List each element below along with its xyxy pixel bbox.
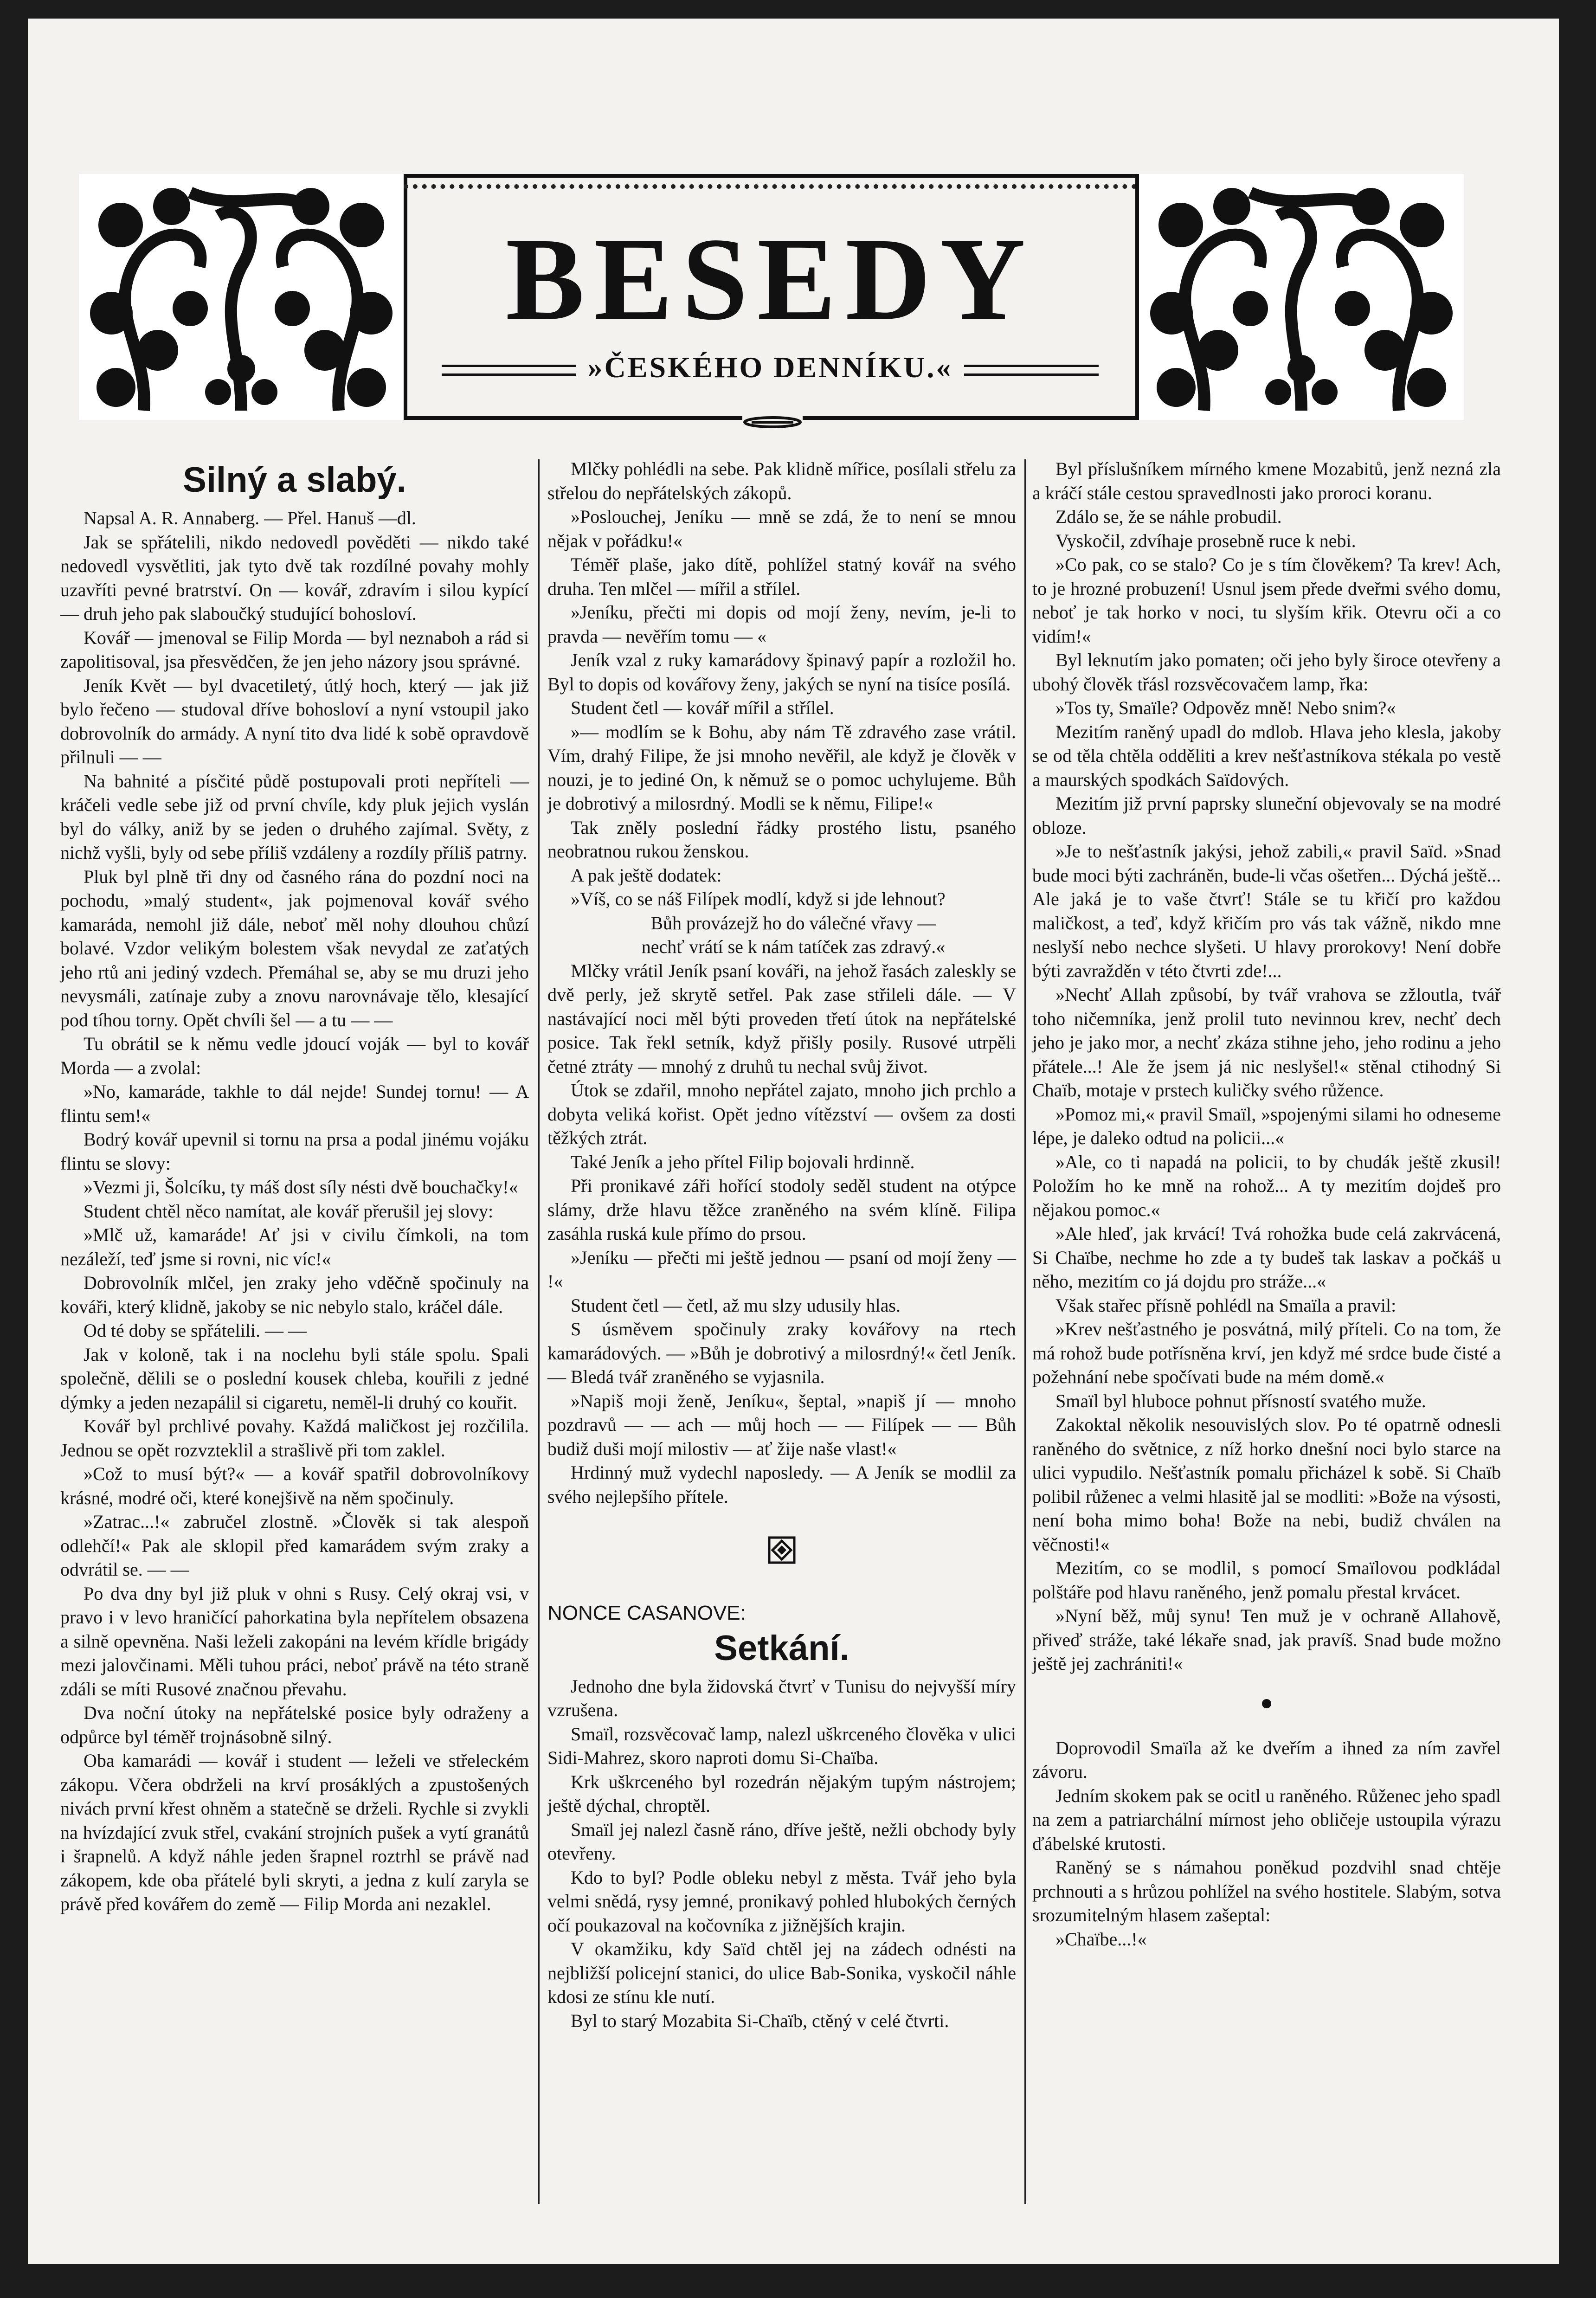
column-2	[547, 457, 1016, 2033]
paragraph: »Víš, co se náš Filípek modlí, když si jde lehnout?	[571, 888, 946, 909]
paragraph: Dva noční útoky na nepřátelské posice byly odraženy a odpůrce byl téměř trojnásobně silný.	[60, 1702, 529, 1747]
article-title-silny-a-slaby: Silný a slabý.	[183, 460, 406, 500]
paragraph: Jak se spřátelili, nikdo nedovedl pověděti — nikdo také nedovedl vysvětliti, jak tyto dvě tak rozdílné povahy mohly uzavříti pevné bratrství. On — kovář, zdravím i silou kypící — druh jeho pak slaboučký studující bohosloví.	[60, 531, 529, 624]
paragraph: Mlčky pohlédli na sebe. Pak klidně mířice, posílali střelu za střelou do nepřátelských zákopů.	[547, 458, 1016, 503]
paragraph: Od té doby se spřátelili. — —	[84, 1320, 307, 1341]
paragraph: Byl leknutím jako pomaten; oči jeho byly široce otevřeny a ubohý člověk třásl rozsvěcovačem lamp, řka:	[1032, 650, 1501, 695]
paragraph: Kdo to byl? Podle obleku nebyl z města. Tvář jeho byla velmi snědá, rysy jemné, pronikavý pohled hlubokých černých očí poukazoval na kočovníka z jižnějších krajin.	[547, 1867, 1016, 1936]
column-1	[60, 457, 529, 1916]
paragraph: »Ale, co ti napadá na policii, to by chudák ještě zkusil! Položím ho ke mně na rohož... A ty mezitím dojdeš pro nějakou pomoc.«	[1032, 1151, 1501, 1220]
article1-body	[60, 530, 529, 1916]
paragraph: Jednoho dne byla židovská čtvrť v Tunisu do nejvyšší míry vzrušena.	[547, 1675, 1016, 1720]
paragraph: »Zatrac...!« zabručel zlostně. »Člověk si tak alespoň odlehčí!« Pak ale sklopil před kamarádem svým zraky a odvrátil se. — —	[60, 1511, 529, 1580]
paragraph: Téměř plaše, jako dítě, pohlížel statný kovář na svého druha. Ten mlčel — mířil a střílel.	[547, 554, 1016, 599]
paragraph: Student chtěl něco namítat, ale kovář přerušil jej slovy:	[84, 1200, 494, 1222]
paragraph: »Co pak, co se stalo? Co je s tím člověkem? Ta krev! Ach, to je hrozné probuzení! Usnul jsem přede dveřmi svého domu, neboť je tak horko v noci, tu slyším křik. Otevru oči a co vidím!«	[1032, 554, 1501, 647]
paragraph: »Tos ty, Smaïle? Odpověz mně! Nebo snim?«	[1055, 697, 1396, 718]
masthead-title: BESEDY	[505, 214, 1035, 345]
masthead	[79, 174, 1466, 427]
paragraph: V okamžiku, kdy Saïd chtěl jej na zádech odnésti na nejbližší policejní stanici, do ulice Bab-Sonika, vyskočil náhle kdosi ze stínu kle nutí.	[547, 1938, 1016, 2007]
paragraph: Smaïl byl hluboce pohnut přísností svatého muže.	[1055, 1390, 1426, 1411]
paragraph: A pak ještě dodatek:	[571, 864, 722, 886]
paragraph: Mezitím raněný upadl do mdlob. Hlava jeho klesla, jakoby se od těla chtěla odděliti a krev nešťastníkova stékala po vestě a maurských spodkách Saïdových.	[1032, 721, 1501, 790]
section-label: NONCE CASANOVE:	[547, 1602, 746, 1624]
column-rule-2	[1024, 459, 1026, 2204]
paragraph: »Poslouchej, Jeníku — mně se zdá, že to není se mnou nějak v pořádku!«	[547, 506, 1016, 551]
paragraph: Mezitím, co se modlil, s pomocí Smaïlovou podkládal polštáře pod hlavu raněného, jenž pomalu přestal krvácet.	[1032, 1558, 1501, 1603]
paragraph: Smaïl, rozsvěcovač lamp, nalezl uškrceného člověka v ulici Sidi-Mahrez, skoro naproti domu Si-Chaïba.	[547, 1723, 1016, 1768]
paragraph: nechť vrátí se k nám tatíček zas zdravý.«	[641, 936, 946, 957]
paragraph: Raněný se s námahou poněkud pozdvihl snad chtěje prchnouti a s hrůzou pohlížel na svého hostitele. Slabým, sotva srozumitelným hlasem zašeptal:	[1032, 1857, 1501, 1925]
masthead-subtitle-row	[404, 350, 1137, 385]
article1-continuation	[547, 457, 1016, 911]
subtitle-rule-right	[964, 365, 1099, 376]
column-rule-1	[538, 459, 540, 2204]
paragraph: »Je to nešťastník jakýsi, jehož zabili,« pravil Saïd. »Snad bude moci býti zachráněn, bude-li včas ošetřen... Dýchá ještě... Ale jaká je to vaše čtvrť! Stále se tu křičí pro každou maličkost, a teď, když křičím pro vás tak vážně, nikdo mne neslyší nebo nechce slyšeti. U hlavy prorokovy! Není dobře býti zavražděn v této čtvrti zde!...	[1032, 841, 1501, 981]
paragraph: Student četl — kovář mířil a střílel.	[571, 697, 834, 718]
masthead-bottom-ornament-icon	[742, 413, 803, 431]
paragraph: »Chaïbe...!«	[1055, 1928, 1147, 1950]
paragraph: Při pronikavé záři hořící stodoly seděl student na otýpce slámy, drže hlavu těžce zraněného na svém klíně. Filipa zasáhla ruská kule přímo do prsou.	[547, 1175, 1016, 1244]
paragraph: »Vezmi ji, Šolcíku, ty máš dost síly nésti dvě bouchačky!«	[84, 1177, 518, 1197]
paragraph: Tu obrátil se k němu vedle jdoucí voják — byl to kovář Morda — a zvolal:	[60, 1033, 529, 1078]
newspaper-page	[28, 19, 1559, 2264]
masthead-subtitle: »ČESKÉHO DENNÍKU.«	[587, 351, 953, 384]
paragraph: Jedním skokem pak se ocitl u raněného. Růženec jeho spadl na zem a patriarchální mírnost jeho obličeje ustoupila výrazu ďábelské krutosti.	[1032, 1785, 1501, 1854]
paragraph: Zdálo se, že se náhle probudil.	[1055, 506, 1282, 527]
article2-body	[547, 1674, 1016, 2033]
paragraph: »Což to musí být?« — a kovář spatřil dobrovolníkovy krásné, modré oči, které konejšivě na něm spočinuly.	[60, 1463, 529, 1508]
paragraph: Smaïl jej nalezl časně ráno, dříve ještě, nežli obchody byly otevřeny.	[547, 1819, 1016, 1864]
paragraph: Bodrý kovář upevnil si tornu na prsa a podal jinému vojáku flintu se slovy:	[60, 1129, 529, 1174]
column-3	[1032, 457, 1501, 1951]
paragraph: Pluk byl plně tři dny od časného rána do pozdní noci na pochodu, »malý student«, jak pojmenoval kovář svého kamaráda, nemohl již dále, neboť měl nohy dlouhou chůzí bolavé. Vzdor velikým bolestem však nevydal ze zaťatých jeho rtů ani jediný vzdech. Přemáhal se, aby se mu druzi jeho nevysmáli, zatínaje zuby a znovu narovnávaje tělo, klesající pod tíhou torny. Opět chvíli šel — a tu — —	[60, 866, 529, 1030]
paragraph: Útok se zdařil, mnoho nepřátel zajato, mnoho jich prchlo a dobyta veliká kořist. Opět jedno vítězství — ovšem za dosti těžkých ztrát.	[547, 1080, 1016, 1148]
paragraph: »Mlč už, kamaráde! Ať jsi v civilu čímkoli, na tom nezáleží, teď jsme si rovni, nic víc!«	[60, 1224, 529, 1269]
paragraph: »Krev nešťastného je posvátná, milý příteli. Co na tom, že má rohož bude potřísněna krví, jen když mé srdce bude čisté a požehnání nebe spočívati bude na mém domě.«	[1032, 1319, 1501, 1387]
article1-continuation-2	[547, 959, 1016, 1509]
floral-ornament-left-icon	[79, 174, 407, 420]
paragraph: S úsměvem spočinuly zraky kovářovy na rtech kamarádových. — »Bůh je dobrotivý a milosrdný!« četl Jeník. — Bledá tvář zraněného se vyjasnila.	[547, 1319, 1016, 1387]
paragraph: Doprovodil Smaïla až ke dveřím a ihned za ním zavřel závoru.	[1032, 1737, 1501, 1782]
floral-ornament-right-icon	[1135, 174, 1464, 420]
paragraph: Však stařec přísně pohlédl na Smaïla a pravil:	[1055, 1294, 1396, 1316]
paragraph: »Jeníku, přečti mi dopis od mojí ženy, nevím, je-li to pravda — nevěřím tomu — «	[547, 602, 1016, 647]
paragraph: Tak zněly poslední řádky prostého listu, psaného neobratnou rukou ženskou.	[547, 817, 1016, 862]
section-divider-diamond-icon	[768, 1536, 796, 1564]
masthead-dotted-border	[404, 184, 1137, 189]
paragraph: Hrdinný muž vydechl naposledy. — A Jeník se modlil za svého nejlepšího přítele.	[547, 1462, 1016, 1507]
paragraph: »Jeníku — přečti mi ještě jednou — psaní od mojí ženy — !«	[547, 1247, 1016, 1292]
subtitle-rule-left	[442, 365, 576, 376]
paragraph: »Pomoz mi,« pravil Smaïl, »spojenými silami ho odneseme lépe, je daleko odtud na policii...«	[1032, 1103, 1501, 1148]
paragraph: Také Jeník a jeho přítel Filip bojovali hrdinně.	[571, 1151, 915, 1172]
paragraph: »Napiš moji ženě, Jeníku«, šeptal, »napiš jí — mnoho pozdravů — — ach — můj hoch — — Filípek — — Bůh budiž duši mojí milostiv — ať žije naše vlast!«	[547, 1390, 1016, 1459]
paragraph: Vyskočil, zdvíhaje prosebně ruce k nebi.	[1055, 530, 1356, 551]
paragraph: Mezitím již první paprsky sluneční objevovaly se na modré obloze.	[1032, 793, 1501, 838]
paragraph: Jeník vzal z ruky kamarádovy špinavý papír a rozložil ho. Byl to dopis od kovářovy ženy, jakých se nyní na tisíce posílá.	[547, 650, 1016, 695]
bullet-separator-icon	[1262, 1699, 1271, 1708]
paragraph: Jak v koloně, tak i na noclehu byli stále spolu. Spali společně, dělili se o poslední kousek chleba, kouřili z jedné dýmky a jeden nezapálil si cigaretu, neměl-li druhý co kouřit.	[60, 1344, 529, 1413]
article2-continuation	[1032, 457, 1501, 1676]
article1-verse	[547, 911, 1016, 959]
paragraph: »Nechť Allah způsobí, by tvář vrahova se zžloutla, tvář toho ničemníka, jenž prolil tuto nevinnou krev, nechť dech jeho je jako mor, a nechť zkáza stihne jeho, jeho rodinu a jeho přátele...! Ale že jsem já nic neslyšel!« stěnal ctihodný Si Chaïb, motaje v prstech kuličky svého růžence.	[1032, 984, 1501, 1101]
paragraph: Bůh provázejž ho do válečné vřavy —	[650, 912, 936, 933]
paragraph: »Ale hleď, jak krvácí! Tvá rohožka bude celá zakrvácená, Si Chaïbe, nechme ho zde a ty budeš tak laskav a počkáš u něho, mezitím co já dojdu pro stráže...«	[1032, 1223, 1501, 1292]
paragraph: »Nyní běž, můj synu! Ten muž je v ochraně Allahově, přiveď stráže, také lékaře snad, jak pravíš. Snad bude možno ještě jej zachrániti!«	[1032, 1605, 1501, 1674]
article2-continuation-2	[1032, 1736, 1501, 1951]
paragraph: Jeník Květ — byl dvacetiletý, útlý hoch, který — jak již bylo řečeno — studoval dříve bohosloví a nyní vstoupil jako dobrovolník do armády. A nyní tito dva lidé k sobě opravdově přilnuli — —	[60, 675, 529, 767]
article-byline: Napsal A. R. Annaberg. — Přel. Hanuš —dl.	[84, 508, 416, 528]
paragraph: Kovář byl prchlivé povahy. Každá maličkost jej rozčilila. Jednou se opět rozvzteklil a strašlivě při tom zaklel.	[60, 1416, 529, 1461]
paragraph: Byl to starý Mozabita Si-Chaïb, ctěný v celé čtvrti.	[571, 2010, 949, 2031]
paragraph: Zakoktal několik nesouvislých slov. Po té opatrně odnesli raněného do světnice, z níž horko dnešní noci bylo starce na ulici vypudilo. Nešťastník pomalu přicházel k sobě. Si Chaïb polibil růženec a velmi hlasitě jal se modliti: »Bože na výsosti, není boha mimo boha! Bože na nebi, budiž chválen na věčnosti!«	[1032, 1414, 1501, 1555]
paragraph: Student četl — četl, až mu slzy udusily hlas.	[571, 1294, 901, 1316]
paragraph: »— modlím se k Bohu, aby nám Tě zdravého zase vrátil. Vím, drahý Filipe, že jsi mnoho nevěřil, ale když je člověk v nouzi, je to jediné On, k němuž se o pomoc uchylujeme. Bůh je dobrotivý a milosrdný. Modli se k němu, Filipe!«	[547, 721, 1016, 814]
article-title-setkani: Setkání.	[714, 1628, 849, 1668]
paragraph: Na bahnité a písčité půdě postupovali proti nepříteli — kráčeli vedle sebe již od první chvíle, kdy pluk jejich vyslán byl do války, aniž by se jeden o druhého zajímal. Světy, z nichž vyšli, byly od sebe příliš vzdáleny a rozdíly příliš patrny.	[60, 770, 529, 863]
paragraph: Oba kamarádi — kovář i student — leželi ve střeleckém zákopu. Včera obdrželi na krví prosáklých a zpustošených nivách první křest ohněm a statečně se drželi. Rychle si zvykli na hvízdající zvuk střel, cvakání strojních pušek a vytí granátů i šrapnelů. A když náhle jeden šrapnel roztrhl se právě nad zákopem, kde oba přátelé byli skryti, a jedna z kulí zaryla se právě před kovářem do země — Filip Morda ani nezaklel.	[60, 1750, 529, 1914]
paragraph: Dobrovolník mlčel, jen zraky jeho vděčně spočinuly na kováři, který klidně, jakoby se nic nebylo stalo, kráčel dále.	[60, 1272, 529, 1317]
paragraph: »No, kamaráde, takhle to dál nejde! Sundej tornu! — A flintu sem!«	[60, 1081, 529, 1126]
paragraph: Kovář — jmenoval se Filip Morda — byl neznaboh a rád si zapolitisoval, jsa přesvědčen, že jen jeho názory jsou správné.	[60, 627, 529, 672]
paragraph: Byl příslušníkem mírného kmene Mozabitů, jenž nezná zla a kráčí stále cestou spravedlnosti jako proroci koranu.	[1032, 458, 1501, 503]
paragraph: Po dva dny byl již pluk v ohni s Rusy. Celý okraj vsi, v pravo i v levo hraničící pahorkatina byla nepřítelem obsazena a silně opevněna. Naši leželi zakopáni na levém křídle brigády mezi jalovčinami. Měli tuhou práci, neboť právě na této straně zdáli se míti Rusové značnou převahu.	[60, 1583, 529, 1699]
paragraph: Mlčky vrátil Jeník psaní kováři, na jehož řasách zaleskly se dvě perly, jež skrytě setřel. Pak zase střileli dále. — V nastávající noci měl býti proveden třetí útok na nepřátelské posice. Tak řekl setník, když přišly posily. Rusové utrpěli četné ztráty — mnohý z druhů tu nechal svůj život.	[547, 960, 1016, 1077]
paragraph: Krk uškrceného byl rozedrán nějakým tupým nástrojem; ještě dýchal, chroptěl.	[547, 1771, 1016, 1816]
